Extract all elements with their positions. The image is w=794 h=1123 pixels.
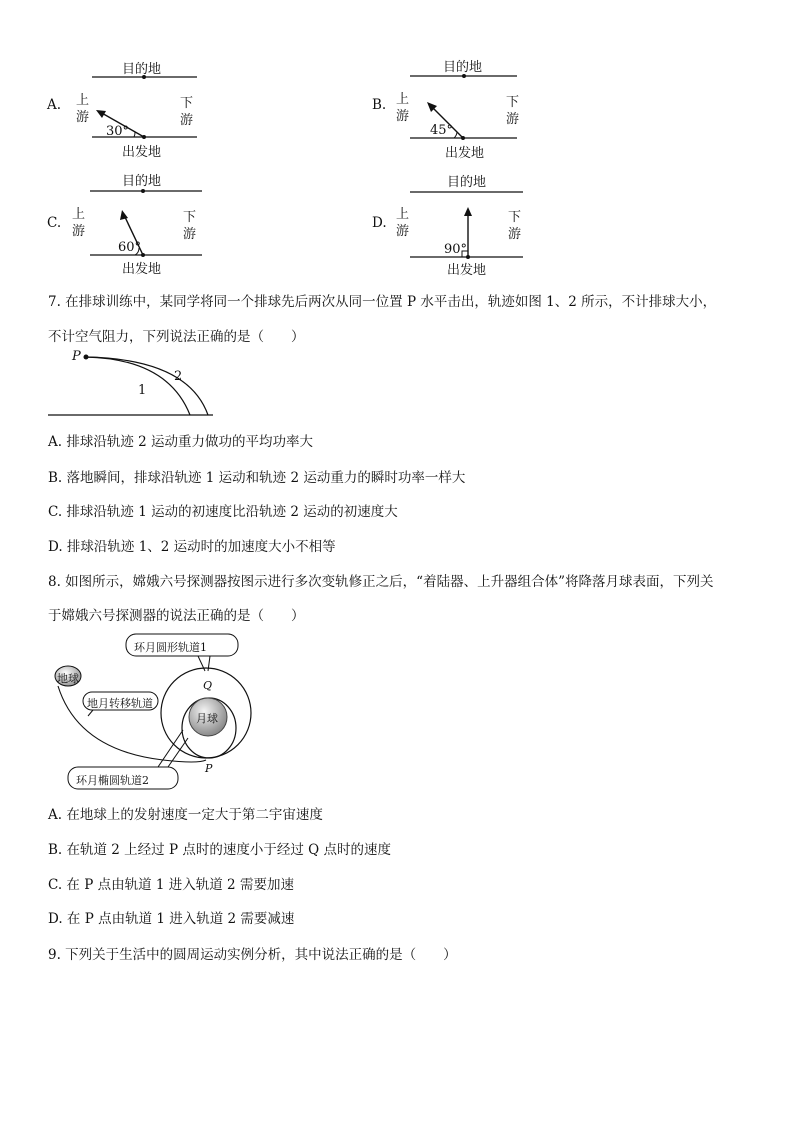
downstream-label-1: 下 <box>506 95 520 110</box>
path-2-label: 2 <box>174 369 183 384</box>
start-label: 出发地 <box>445 146 485 161</box>
option-letter: B. <box>372 97 387 113</box>
q7-option-a: A. 排球沿轨迹 2 运动重力做功的平均功率大 <box>48 434 314 450</box>
q8-stem-line2: 于嫦娥六号探测器的说法正确的是（ ） <box>48 608 305 624</box>
destination-label: 目的地 <box>122 62 162 77</box>
orbit-2-label: 环月椭圆轨道2 <box>76 774 149 787</box>
downstream-label-1: 下 <box>183 210 197 225</box>
upstream-label-2: 游 <box>72 224 86 239</box>
angle-label: 30° <box>106 124 130 139</box>
point-q-label: Q <box>203 679 213 692</box>
upstream-label-1: 上 <box>76 93 90 108</box>
point-p-label: P <box>72 349 81 364</box>
angle-label: 60° <box>118 240 142 255</box>
destination-label: 目的地 <box>443 60 483 75</box>
upstream-label-1: 上 <box>72 207 86 222</box>
start-label: 出发地 <box>122 145 162 160</box>
q8-option-c: C. 在 P 点由轨道 1 进入轨道 2 需要加速 <box>48 877 294 893</box>
orbit-1-label: 环月圆形轨道1 <box>134 641 207 654</box>
point-p-label: P <box>205 762 213 775</box>
downstream-label-2: 游 <box>183 227 197 242</box>
q8-stem-line1: 8. 如图所示，嫦娥六号探测器按图示进行多次变轨修正之后，“着陆器、上升器组合体”将降落月球表面，下列关 <box>48 574 714 590</box>
q7-figure <box>48 345 218 420</box>
upstream-label-1: 上 <box>396 207 410 222</box>
option-letter: A. <box>47 97 62 113</box>
downstream-label-1: 下 <box>180 96 194 111</box>
downstream-label-2: 游 <box>506 112 520 127</box>
start-label: 出发地 <box>447 263 487 278</box>
q9-stem: 9. 下列关于生活中的圆周运动实例分析，其中说法正确的是（ ） <box>48 947 457 963</box>
q7-stem-line1: 7. 在排球训练中，某同学将同一个排球先后两次从同一位置 P 水平击出，轨迹如图 1、2 所示，不计排球大小， <box>48 294 717 310</box>
q7-option-c: C. 排球沿轨迹 1 运动的初速度比沿轨迹 2 运动的初速度大 <box>48 504 398 520</box>
option-letter: D. <box>372 215 387 231</box>
q6-option-b <box>365 55 535 160</box>
downstream-label-2: 游 <box>508 227 522 242</box>
upstream-label-2: 游 <box>396 109 410 124</box>
transfer-orbit-label: 地月转移轨道 <box>87 697 153 710</box>
q7-option-d: D. 排球沿轨迹 1、2 运动时的加速度大小不相等 <box>48 539 336 555</box>
start-label: 出发地 <box>122 262 162 277</box>
moon-label: 月球 <box>196 712 218 725</box>
q8-option-a: A. 在地球上的发射速度一定大于第二宇宙速度 <box>48 807 323 823</box>
q8-figure <box>48 630 263 792</box>
path-1-label: 1 <box>138 383 147 398</box>
upstream-label-2: 游 <box>396 224 410 239</box>
upstream-label-2: 游 <box>76 110 90 125</box>
q6-option-d <box>365 168 535 278</box>
q6-option-a <box>40 55 210 160</box>
downstream-label-2: 游 <box>180 113 194 128</box>
q8-option-d: D. 在 P 点由轨道 1 进入轨道 2 需要减速 <box>48 911 295 927</box>
earth-label: 地球 <box>57 672 79 685</box>
q7-option-b: B. 落地瞬间，排球沿轨迹 1 运动和轨迹 2 运动重力的瞬时功率一样大 <box>48 470 466 486</box>
q6-option-c <box>40 168 210 278</box>
q7-stem-line2: 不计空气阻力，下列说法正确的是（ ） <box>48 329 305 345</box>
upstream-label-1: 上 <box>396 92 410 107</box>
angle-label: 90° <box>444 242 468 257</box>
q8-option-b: B. 在轨道 2 上经过 P 点时的速度小于经过 Q 点时的速度 <box>48 842 391 858</box>
destination-label: 目的地 <box>447 175 487 190</box>
destination-label: 目的地 <box>122 174 162 189</box>
angle-label: 45° <box>430 123 454 138</box>
downstream-label-1: 下 <box>508 210 522 225</box>
option-letter: C. <box>47 215 62 231</box>
